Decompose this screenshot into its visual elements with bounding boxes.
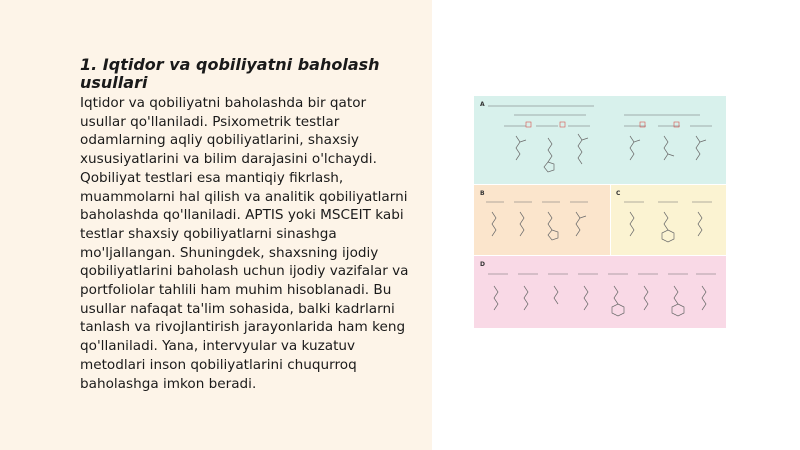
chemistry-figure-svg: [474, 96, 726, 328]
chemistry-figure: [474, 96, 726, 328]
panel-label-b: B: [480, 190, 485, 197]
panel-label-a: A: [480, 101, 485, 108]
figure-panel-d: [474, 256, 726, 328]
figure-panel-c: [611, 185, 726, 255]
panel-label-c: C: [616, 190, 621, 197]
panel-label-d: D: [480, 261, 485, 268]
slide-title: 1. Iqtidor va qobiliyatni baholash usullari: [80, 55, 380, 92]
slide-body: Iqtidor va qobiliyatni baholashda bir qator usullar qo'llaniladi. Psixometrik testlar odamlarning aqliy qobiliyatlarini, shaxsiy xususiyatlarini va bilim darajasini o'lchaydi. Qobiliyat testlari esa mantiqiy fikrlash, muammolarni hal qilish va analitik qobiliyatlarni baholashda qo'llaniladi. APTIS yoki MSCEIT kabi testlar shaxsiy qobiliyatlarni sinashga mo'ljallangan. Shuningdek, shaxsning ijodiy qobiliyatlarini baholash uchun ijodiy vazifalar va portfoliolar tahlili ham muhim hisoblanadi. Bu usullar nafaqat ta'lim sohasida, balki kadrlarni tanlash va rivojlantirish jarayonlarida ham keng qo'llaniladi. Yana, intervyular va kuzatuv metodlari inson qobiliyatlarini chuqurroq baholashga imkon beradi.: [80, 95, 409, 392]
figure-panel-a: [474, 96, 726, 184]
